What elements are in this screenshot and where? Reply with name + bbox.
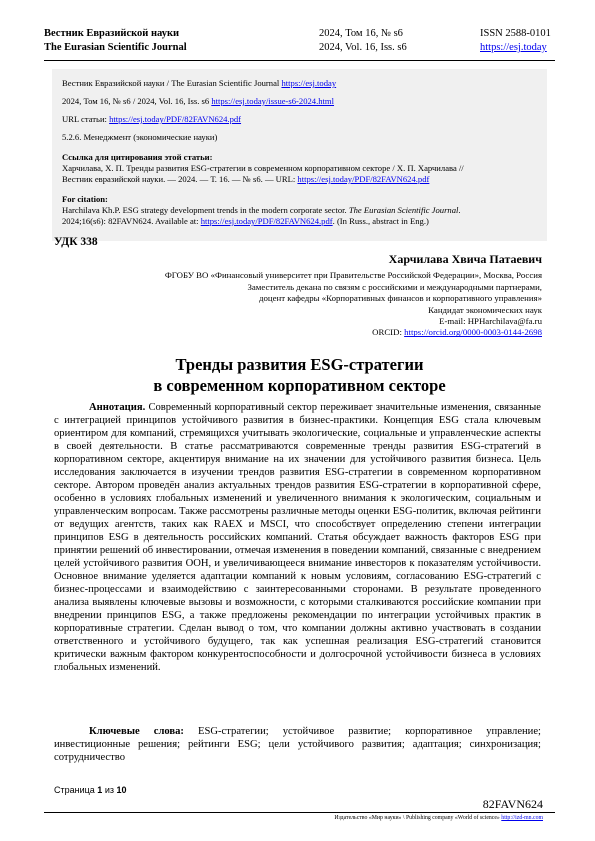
- keywords-label: Ключевые слова:: [89, 726, 184, 737]
- publisher-link[interactable]: http://izd-mn.com: [501, 815, 543, 821]
- author-degree: Кандидат экономических наук: [428, 304, 542, 315]
- footer-divider: [44, 812, 555, 813]
- author-name: Харчилава Хвича Патаевич: [388, 252, 542, 266]
- header-divider: [44, 60, 555, 61]
- author-affiliation: ФГОБУ ВО «Финансовый университет при Правительстве Российской Федерации», Москва, Россия: [164, 270, 542, 281]
- issue-ru: 2024, Том 16, № s6: [319, 28, 403, 39]
- citation-en: For citation: Harchilava Kh.P. ESG strategy development trends in the modern corporate sector. The Eurasian Scientific Journal. 2024;16(s6): 82FAVN624. Available at: https://esj.today/PDF/82FAVN624.pdf. (In Russ., abstract in Eng.): [62, 194, 461, 226]
- page-number: Страница 1 из 10: [54, 785, 127, 795]
- author-position-1: Заместитель декана по связям с российскими и международными партнерами,: [247, 281, 542, 292]
- issn-block: [480, 27, 551, 55]
- citation-box: [52, 69, 547, 241]
- author-email: E-mail: HPHarchilava@fa.ru: [439, 316, 542, 327]
- author-orcid: ORCID: https://orcid.org/0000-0003-0144-2698: [372, 327, 542, 338]
- citation-ru: Ссылка для цитирования этой статьи: Харчилава, Х. П. Тренды развития ESG-стратегии в современном корпоративном секторе / Х. П. Харчилава // Вестник евразийской науки. — 2024. — Т. 16. — № s6. — URL: https://esj.today/PDF/82FAVN624.pdf: [62, 152, 464, 184]
- author-position-2: доцент кафедры «Корпоративных финансов и корпоративного управления»: [259, 293, 542, 304]
- abstract: [54, 401, 541, 674]
- citation-url-link[interactable]: https://esj.today/PDF/82FAVN624.pdf: [109, 114, 242, 124]
- author-block: [165, 254, 542, 339]
- author-orcid-link[interactable]: https://orcid.org/0000-0003-0144-2698: [404, 327, 542, 338]
- citation-ru-link[interactable]: https://esj.today/PDF/82FAVN624.pdf: [297, 174, 430, 184]
- article-title-line-1: Тренды развития ESG-стратегии: [175, 355, 424, 374]
- citation-en-link[interactable]: https://esj.today/PDF/82FAVN624.pdf: [200, 216, 333, 226]
- issue-info-block: [319, 27, 407, 55]
- udk-code: УДК 338: [54, 236, 98, 248]
- citation-issue-line: 2024, Том 16, № s6 / 2024, Vol. 16, Iss. s6 https://esj.today/issue-s6-2024.html: [62, 96, 335, 106]
- abstract-text: Современный корпоративный сектор переживает значительные изменения, связанные с интеграцией принципов устойчивого развития в бизнес-практики. Концепция ESG стала ключевым ориентиром для компаний, стремящихся учитывать экологические, социальные и управленческие аспекты в своей деятельности. В статье рассматриваются современные тренды развития ESG-стратегий в корпоративном секторе, акцентируя внимание на их значении для устойчивого развития бизнеса. Цель исследования заключается в изучении трендов развития ESG-стратегии в современном корпоративном секторе. Автором проведён анализ актуальных трендов развития ESG-стратегии в корпоративной сфере, особенно в условиях глобальных изменений и увеличенного внимания к экологическим, социальным и управленческим вопросам. Также рассмотрены различные методы оценки ESG-политик, включая рейтинги от ведущих агентств, таких как RAEX и MSCI, что способствует определению степени интеграции принципов ESG в деятельность российских компаний. Статья обсуждает важность факторов ESG при принятии решений об инвестировании, отмечая изменения в поведении компаний, связанные с внедрением целей устойчивого развития ООН, и увеличивающееся внимание инвесторов к показателям устойчивости. Основное внимание уделяется адаптации компаний к новым условиям, согласованию ESG-стратегий с бизнес-процессами и взаимодействию с заинтересованными сторонами. В результате проведенного анализа выявлены ключевые вызовы и возможности, с которыми сталкиваются российские компании при внедрении принципов ESG, а также предложены рекомендации по интеграции устойчивых практик в корпоративные стратегии. Сделан вывод о том, что компании должны активно участвовать в создании ответственного и устойчивого будущего, так как успешная реализация ESG-стратегий становится критически важным фактором конкурентоспособности и долгосрочной устойчивости бизнеса в условиях глобальных изменений.: [54, 402, 541, 673]
- journal-site-link[interactable]: https://esj.today: [480, 42, 547, 53]
- citation-specialty: 5.2.6. Менеджмент (экономические науки): [62, 132, 218, 142]
- abstract-label: Аннотация.: [89, 402, 146, 413]
- publisher-line: Издательство «Мир науки» \ Publishing company «World of science» http://izd-mn.com: [334, 815, 543, 821]
- journal-name-block: [44, 27, 187, 55]
- citation-journal-line: Вестник Евразийской науки / The Eurasian Scientific Journal https://esj.today: [62, 78, 337, 88]
- keywords-text: ESG-стратегии; устойчивое развитие; корпоративное управление; инвестиционные решения; рейтинги ESG; цели устойчивого развития; адаптация; синхронизация; сотрудничество: [54, 726, 542, 763]
- citation-url-line: URL статьи: https://esj.today/PDF/82FAVN624.pdf: [62, 114, 242, 124]
- issue-en: 2024, Vol. 16, Iss. s6: [319, 42, 407, 53]
- journal-name-ru: Вестник Евразийской науки: [44, 28, 180, 39]
- issn: ISSN 2588-0101: [480, 28, 551, 39]
- article-title-line-2: в современном корпоративном секторе: [153, 376, 446, 395]
- keywords: [54, 725, 541, 764]
- article-title: [44, 354, 555, 396]
- citation-issue-link[interactable]: https://esj.today/issue-s6-2024.html: [211, 96, 335, 106]
- citation-ru-heading: Ссылка для цитирования этой статьи:: [62, 152, 213, 162]
- journal-name-en: The Eurasian Scientific Journal: [44, 42, 187, 53]
- article-id: 82FAVN624: [482, 797, 543, 811]
- citation-journal-link[interactable]: https://esj.today: [281, 78, 337, 88]
- citation-en-journal: The Eurasian Scientific Journal: [348, 205, 459, 215]
- citation-en-heading: For citation:: [62, 194, 108, 204]
